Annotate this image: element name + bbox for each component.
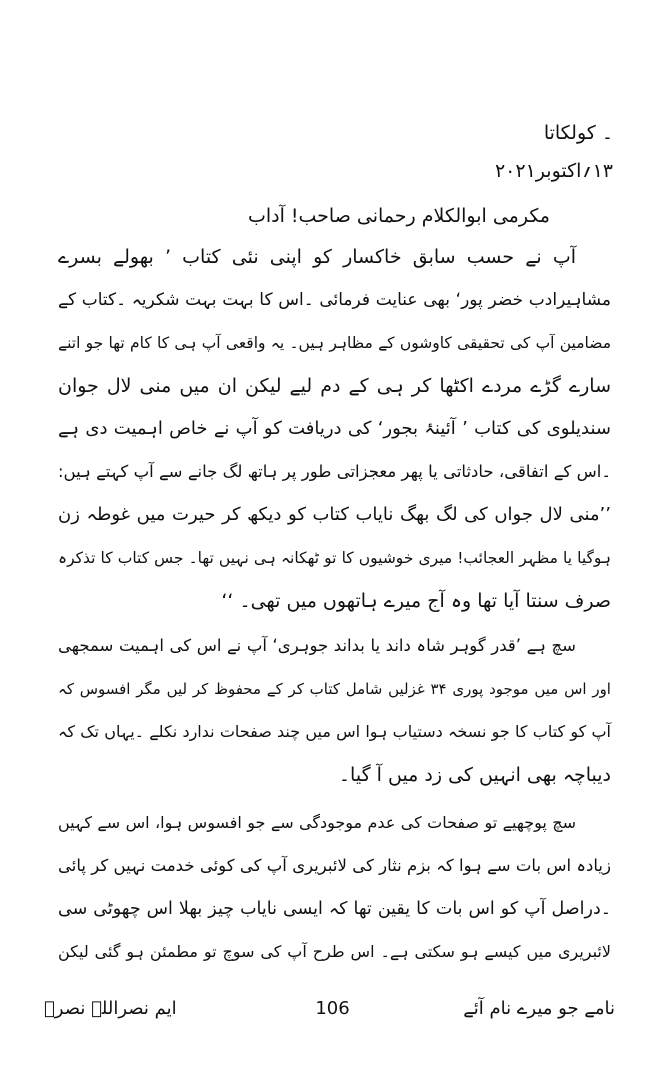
place-line: ۔ کولکاتا: [543, 122, 613, 144]
salutation: مکرمی ابوالکلام رحمانی صاحب! آداب: [247, 205, 550, 227]
paragraph-1-line-9: صرف سنتا آیا تھا وہ آج میرے ہاتھوں میں تھی۔ ‘‘: [221, 590, 611, 612]
paragraph-1-line-6: ۔اس کے اتفاقی، حادثاتی یا پھر معجزاتی طور پر ہاتھ لگ جانے سے آپ کہتے ہیں:: [58, 462, 611, 481]
paragraph-1-line-5: سندیلوی کی کتاب ’ آئینۂ بجور‘ کی دریافت کو آپ نے خاص اہمیت دی ہے: [58, 418, 611, 439]
date-line: ۱۳؍اکتوبر۲۰۲۱: [494, 160, 613, 182]
paragraph-3-line-3: ۔دراصل آپ کو اس بات کا یقین تھا کہ ایسی نایاب چیز بھلا اس چھوٹی سی: [58, 899, 611, 919]
paragraph-1-line-2: مشاہیرادب خضر پور‘ بھی عنایت فرمائی ۔اس کا بہت بہت شکریہ ۔کتاب کے: [58, 290, 611, 310]
paragraph-1-line-8: ہوگیا یا مظہر العجائب! میری خوشیوں کا تو ٹھکانہ ہی نہیں تھا۔ جس کتاب کا تذکرہ: [58, 549, 611, 567]
footer-author: ایم نصراللہ نصرؔ: [44, 998, 177, 1019]
paragraph-2-line-1: سچ ہے ’قدر گوہر شاہ داند یا بداند جوہری‘ آپ نے اس کی اہمیت سمجھی: [58, 636, 576, 655]
paragraph-2-line-3: آپ کو کتاب کا جو نسخہ دستیاب ہوا اس میں چند صفحات ندارد نکلے ۔یہاں تک کہ: [58, 722, 611, 741]
paragraph-1-line-7: ’’منی لال جواں کی لگ بھگ نایاب کتاب کو دیکھ کر حیرت میں غوطہ زن: [58, 504, 611, 525]
paragraph-1-line-3: مضامین آپ کی تحقیقی کاوشوں کے مظاہر ہیں۔ یہ واقعی آپ ہی کا کام تھا جو اتنے: [58, 334, 611, 352]
page-number: 106: [315, 998, 350, 1019]
paragraph-2-line-4: دیباچہ بھی انہیں کی زد میں آ گیا۔: [338, 764, 611, 786]
paragraph-3-line-2: زیادہ اس بات سے ہوا کہ بزم نثار کی لائبریری آپ کی کوئی خدمت نہیں کر پائی: [58, 856, 611, 875]
paragraph-3-line-4: لائبریری میں کیسے ہو سکتی ہے۔ اس طرح آپ کی سوچ تو مطمئن ہو گئی لیکن: [58, 942, 611, 961]
paragraph-1-line-1: آپ نے حسب سابق خاکسار کو اپنی نئی کتاب ’ بھولے بسرے: [58, 246, 576, 268]
paragraph-2-line-2: اور اس میں موجود پوری ۳۴ غزلیں شامل کتاب کر کے محفوظ کر لیں مگر افسوس کہ: [58, 680, 611, 698]
paragraph-1-line-4: سارے گڑے مردے اکٹھا کر ہی کے دم لیے لیکن ان میں منی لال جوان: [58, 375, 611, 397]
footer-book-title: نامے جو میرے نام آئے: [463, 998, 615, 1019]
paragraph-3-line-1: سچ پوچھیے تو صفحات کی عدم موجودگی سے جو افسوس ہوا، اس سے کہیں: [58, 813, 576, 832]
